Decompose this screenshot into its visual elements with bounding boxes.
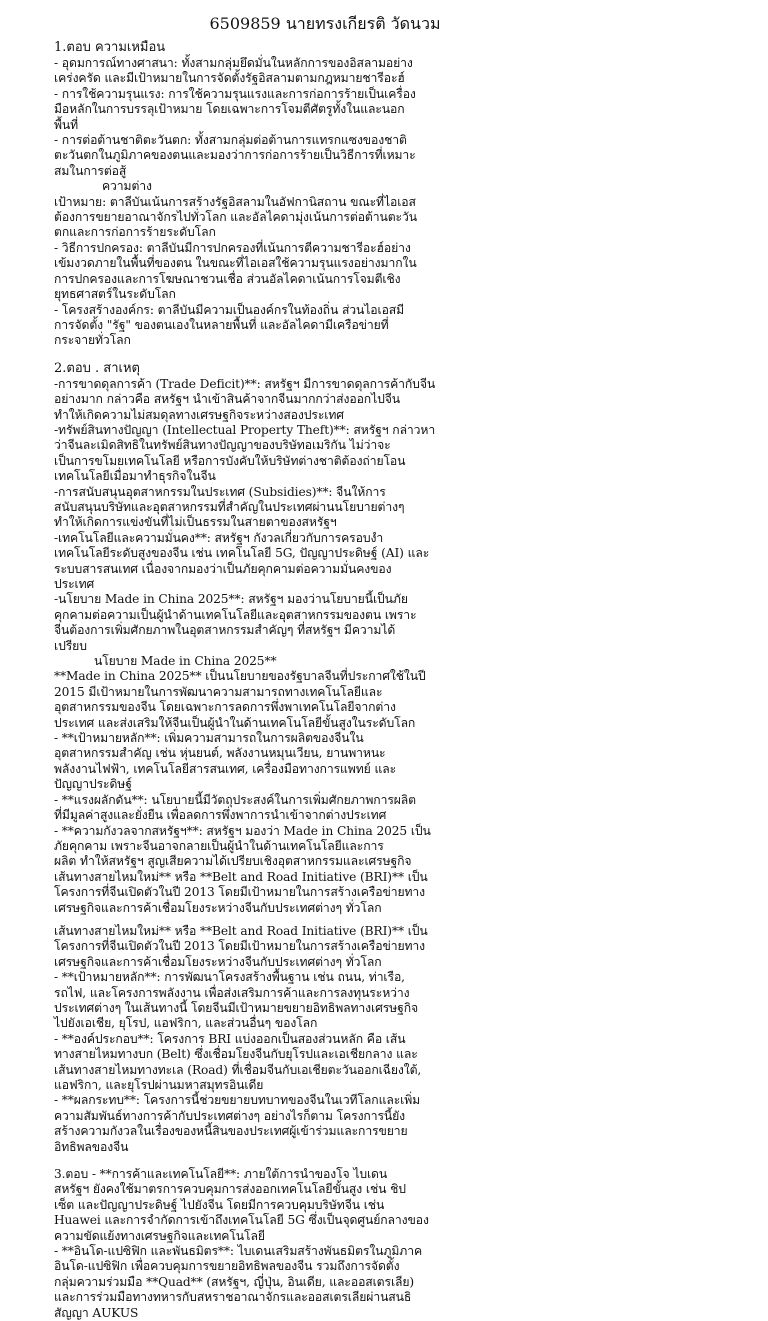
- policy-line: เศรษฐกิจและการค้าเชื่อมโยงระหว่างจีนกับประเทศต่างๆ ทั่วโลก: [54, 900, 382, 915]
- bri-line: - **องค์ประกอบ**: โครงการ BRI แบ่งออกเป็นสองส่วนหลัก คือ เส้น: [54, 1031, 406, 1046]
- section-1-line: พื้นที่: [54, 117, 79, 132]
- document-page: [54, 12, 716, 1320]
- section-3-line: และการร่วมมือทางทหารกับสหราชอาณาจักรและออสเตรเลียผ่านสนธิ: [54, 1290, 412, 1305]
- policy-line: ปัญญาประดิษฐ์: [54, 777, 132, 792]
- section-1-heading: 1.ตอบ ความเหมือน: [54, 40, 166, 55]
- section-1-diff-line: กระจายทั่วโลก: [54, 333, 131, 348]
- policy-line: **Made in China 2025** เป็นนโยบายของรัฐบาลจีนที่ประกาศใช้ในปี: [54, 669, 426, 684]
- policy-line: 2015 มีเป้าหมายในการพัฒนาความสามารถทางเทคโนโลยีและ: [54, 684, 383, 699]
- bri-line: เส้นทางสายไหมใหม่** หรือ **Belt and Road Initiative (BRI)** เป็น: [54, 923, 428, 938]
- bri-line: อิทธิพลของจีน: [54, 1139, 129, 1154]
- section-3-line: สหรัฐฯ ยังคงใช้มาตรการควบคุมการส่งออกเทคโนโลยีขั้นสูง เช่น ชิป: [54, 1182, 406, 1197]
- section-2-line: -นโยบาย Made in China 2025**: สหรัฐฯ มองว่านโยบายนี้เป็นภัย: [54, 592, 408, 607]
- section-2-line: เทคโนโลยีเมื่อมาทำธุรกิจในจีน: [54, 469, 216, 484]
- section-1-line: มือหลักในการบรรลุเป้าหมาย โดยเฉพาะการโจมตีศัตรูทั้งในและนอก: [54, 102, 405, 117]
- section-2-line: ทำให้เกิดความไม่สมดุลทางเศรษฐกิจระหว่างสองประเทศ: [54, 407, 344, 422]
- bri-line: สร้างความกังวลในเรื่องของหนี้สินของประเทศผู้เข้าร่วมและการขยาย: [54, 1124, 408, 1139]
- section-2-heading: 2.ตอบ . สาเหตุ: [54, 360, 140, 376]
- bri-line: ประเทศต่างๆ ในเส้นทางนี้ โดยจีนมีเป้าหมายขยายอิทธิพลทางเศรษฐกิจ: [54, 1000, 419, 1015]
- section-2-line: -เทคโนโลยีและความมั่นคง**: สหรัฐฯ กังวลเกี่ยวกับการครอบงำ: [54, 530, 384, 545]
- section-2-line: เป็นการขโมยเทคโนโลยี หรือการบังคับให้บริษัทต่างชาติต้องถ่ายโอน: [54, 453, 406, 468]
- section-1: [54, 40, 716, 349]
- section-1-diff-line: ยุทธศาสตร์ในระดับโลก: [54, 287, 176, 302]
- section-spacer: [54, 349, 716, 361]
- section-1-line: ตะวันตกในภูมิภาคของตนและมองว่าการก่อการร้ายเป็นวิธีการที่เหมาะ: [54, 148, 416, 163]
- section-1-diff-line: เข้มงวดภายในพื้นที่ของตน ในขณะที่ไอเอสใช้ความรุนแรงอย่างมากใน: [54, 256, 417, 271]
- policy-line: ที่มีมูลค่าสูงและยั่งยืน เพื่อลดการพึ่งพาการนำเข้าจากต่างประเทศ: [54, 808, 387, 823]
- bri-line: โครงการที่จีนเปิดตัวในปี 2013 โดยมีเป้าหมายในการสร้างเครือข่ายทาง: [54, 939, 426, 954]
- section-2-line: คุกคามต่อความเป็นผู้นำด้านเทคโนโลยีและอุตสาหกรรมของตน เพราะ: [54, 607, 417, 622]
- section-2-line: ว่าจีนละเมิดสิทธิในทรัพย์สินทางปัญญาของบริษัทอเมริกัน ไม่ว่าจะ: [54, 438, 391, 453]
- bri-line: ไปยังเอเชีย, ยุโรป, แอฟริกา, และส่วนอื่นๆ ของโลก: [54, 1016, 318, 1031]
- section-3-line: กลุ่มความร่วมมือ **Quad** (สหรัฐฯ, ญี่ปุ่น, อินเดีย, และออสเตรเลีย): [54, 1274, 415, 1289]
- section-1-diff-line: การปกครองและการโฆษณาชวนเชื่อ ส่วนอัลไคดาเน้นการโจมตีเชิง: [54, 271, 401, 286]
- section-spacer: [54, 1155, 716, 1167]
- bri-line: เส้นทางสายไหมทางทะเล (Road) ที่เชื่อมจีนกับเอเชียตะวันออกเฉียงใต้,: [54, 1062, 422, 1077]
- section-2-line: ประเทศ: [54, 577, 95, 591]
- section-1-line: - การใช้ความรุนแรง: การใช้ความรุนแรงและการก่อการร้ายเป็นเครื่อง: [54, 86, 416, 101]
- section-2-line: ทำให้เกิดการแข่งขันที่ไม่เป็นธรรมในสายตาของสหรัฐฯ: [54, 515, 337, 530]
- section-2-line: -การขาดดุลการค้า (Trade Deficit)**: สหรัฐฯ มีการขาดดุลการค้ากับจีน: [54, 376, 436, 391]
- section-3-line: Huawei และการจำกัดการเข้าถึงเทคโนโลยี 5G ซึ่งเป็นจุดศูนย์กลางของ: [54, 1213, 429, 1228]
- section-2-line: -ทรัพย์สินทางปัญญา (Intellectual Property Theft)**: สหรัฐฯ กล่าวหา: [54, 422, 436, 437]
- bri-line: - **เป้าหมายหลัก**: การพัฒนาโครงสร้างพื้นฐาน เช่น ถนน, ท่าเรือ,: [54, 970, 405, 985]
- section-2-line: จีนต้องการเพิ่มศักยภาพในอุตสาหกรรมสำคัญๆ ที่สหรัฐฯ มีความได้: [54, 623, 396, 638]
- policy-line: - **เป้าหมายหลัก**: เพิ่มความสามารถในการผลิตของจีนใน: [54, 731, 364, 746]
- bri-line: - **ผลกระทบ**: โครงการนี้ช่วยขยายบทบาทของจีนในเวทีโลกและเพิ่ม: [54, 1093, 421, 1108]
- policy-line: โครงการที่จีนเปิดตัวในปี 2013 โดยมีเป้าหมายในการสร้างเครือข่ายทาง: [54, 885, 426, 900]
- section-2-line: สนับสนุนบริษัทและอุตสาหกรรมที่สำคัญในประเทศผ่านนโยบายต่างๆ: [54, 499, 405, 514]
- section-1-diff-line: การจัดตั้ง "รัฐ" ของตนเองในหลายพื้นที่ และอัลไคดามีเครือข่ายที่: [54, 317, 389, 332]
- section-1-diff-line: ตกและการก่อการร้ายระดับโลก: [54, 225, 216, 240]
- policy-line: อุตสาหกรรมของจีน โดยเฉพาะการลดการพึ่งพาเทคโนโลยีจากต่าง: [54, 700, 396, 715]
- policy-line: ภัยคุกคาม เพราะจีนอาจกลายเป็นผู้นำในด้านเทคโนโลยีและการ: [54, 838, 384, 853]
- bri-line: ทางสายไหมทางบก (Belt) ซึ่งเชื่อมโยงจีนกับยุโรปและเอเชียกลาง และ: [54, 1047, 418, 1062]
- policy-line: - **ความกังวลจากสหรัฐฯ**: สหรัฐฯ มองว่า Made in China 2025 เป็น: [54, 823, 431, 838]
- policy-line: พลังงานไฟฟ้า, เทคโนโลยีสารสนเทศ, เครื่องมือทางการแพทย์ และ: [54, 761, 397, 776]
- section-3: [54, 1167, 716, 1321]
- section-3-heading: 3.ตอบ - **การค้าและเทคโนโลยี**: ภายใต้การนำของโจ ไบเดน: [54, 1167, 388, 1182]
- paragraph-spacer: [54, 916, 716, 924]
- section-2-subheading: นโยบาย Made in China 2025**: [94, 654, 277, 669]
- section-2-line: -การสนับสนุนอุตสาหกรรมในประเทศ (Subsidies)**: จีนให้การ: [54, 484, 386, 499]
- policy-line: - **แรงผลักดัน**: นโยบายนี้มีวัตถุประสงค์ในการเพิ่มศักยภาพการผลิต: [54, 792, 416, 807]
- section-1-line: เคร่งครัด และมีเป้าหมายในการจัดตั้งรัฐอิสลามตามกฎหมายชารีอะฮ์: [54, 71, 405, 86]
- policy-line: เส้นทางสายไหมใหม่** หรือ **Belt and Road Initiative (BRI)** เป็น: [54, 869, 428, 884]
- section-1-subheading: ความต่าง: [102, 179, 152, 194]
- section-1-diff-line: ต้องการขยายอาณาจักรไปทั่วโลก และอัลไคดามุ่งเน้นการต่อต้านตะวัน: [54, 210, 417, 225]
- bri-line: แอฟริกา, และยุโรปผ่านมหาสมุทรอินเดีย: [54, 1078, 264, 1092]
- section-3-line: อินโด-แปซิฟิก เพื่อควบคุมการขยายอิทธิพลของจีน รวมถึงการจัดตั้ง: [54, 1259, 400, 1274]
- section-1-diff-line: เป้าหมาย: ตาลีบันเน้นการสร้างรัฐอิสลามในอัฟกานิสถาน ขณะที่ไอเอส: [54, 194, 416, 209]
- section-1-diff-line: - โครงสร้างองค์กร: ตาลีบันมีความเป็นองค์กรในท้องถิ่น ส่วนไอเอสมี: [54, 302, 405, 317]
- section-3-line: เซ็ต และปัญญาประดิษฐ์ ไปยังจีน โดยมีการควบคุมบริษัทจีน เช่น: [54, 1197, 385, 1212]
- bri-line: รถไฟ, และโครงการพลังงาน เพื่อส่งเสริมการค้าและการลงทุนระหว่าง: [54, 985, 410, 1000]
- section-3-line: - **อินโด-แปซิฟิก และพันธมิตร**: ไบเดนเสริมสร้างพันธมิตรในภูมิภาค: [54, 1244, 423, 1259]
- section-2-line: อย่างมาก กล่าวคือ สหรัฐฯ นำเข้าสินค้าจากจีนมากกว่าส่งออกไปจีน: [54, 392, 401, 407]
- section-2-line: เทคโนโลยีระดับสูงของจีน เช่น เทคโนโลยี 5G, ปัญญาประดิษฐ์ (AI) และ: [54, 546, 430, 561]
- section-2-line: เปรียบ: [54, 638, 87, 653]
- page-title: 6509859 นายทรงเกียรติ วัดนวม: [209, 14, 441, 33]
- section-2: [54, 361, 716, 1155]
- section-1-line: สมในการต่อสู้: [54, 163, 127, 178]
- policy-line: ผลิต ทำให้สหรัฐฯ สูญเสียความได้เปรียบเชิงอุตสาหกรรมและเศรษฐกิจ: [54, 854, 412, 869]
- section-3-line: สัญญา AUKUS: [54, 1305, 139, 1320]
- section-1-line: - อุดมการณ์ทางศาสนา: ทั้งสามกลุ่มยึดมั่นในหลักการของอิสลามอย่าง: [54, 56, 413, 70]
- policy-line: ประเทศ และส่งเสริมให้จีนเป็นผู้นำในด้านเทคโนโลยีขั้นสูงในระดับโลก: [54, 715, 416, 730]
- bri-line: ความสัมพันธ์ทางการค้ากับประเทศต่างๆ อย่างไรก็ตาม โครงการนี้ยัง: [54, 1108, 406, 1123]
- section-1-diff-line: - วิธีการปกครอง: ตาลีบันมีการปกครองที่เน้นการตีความชารีอะฮ์อย่าง: [54, 240, 411, 255]
- section-1-line: - การต่อต้านชาติตะวันตก: ทั้งสามกลุ่มต่อต้านการแทรกแซงของชาติ: [54, 133, 407, 148]
- section-3-line: ความขัดแย้งทางเศรษฐกิจและเทคโนโลยี: [54, 1228, 265, 1243]
- section-2-line: ระบบสารสนเทศ เนื่องจากมองว่าเป็นภัยคุกคามต่อความมั่นคงของ: [54, 561, 392, 576]
- bri-line: เศรษฐกิจและการค้าเชื่อมโยงระหว่างจีนกับประเทศต่างๆ ทั่วโลก: [54, 954, 382, 969]
- policy-line: อุตสาหกรรมสำคัญ เช่น หุ่นยนต์, พลังงานหมุนเวียน, ยานพาหนะ: [54, 746, 386, 761]
